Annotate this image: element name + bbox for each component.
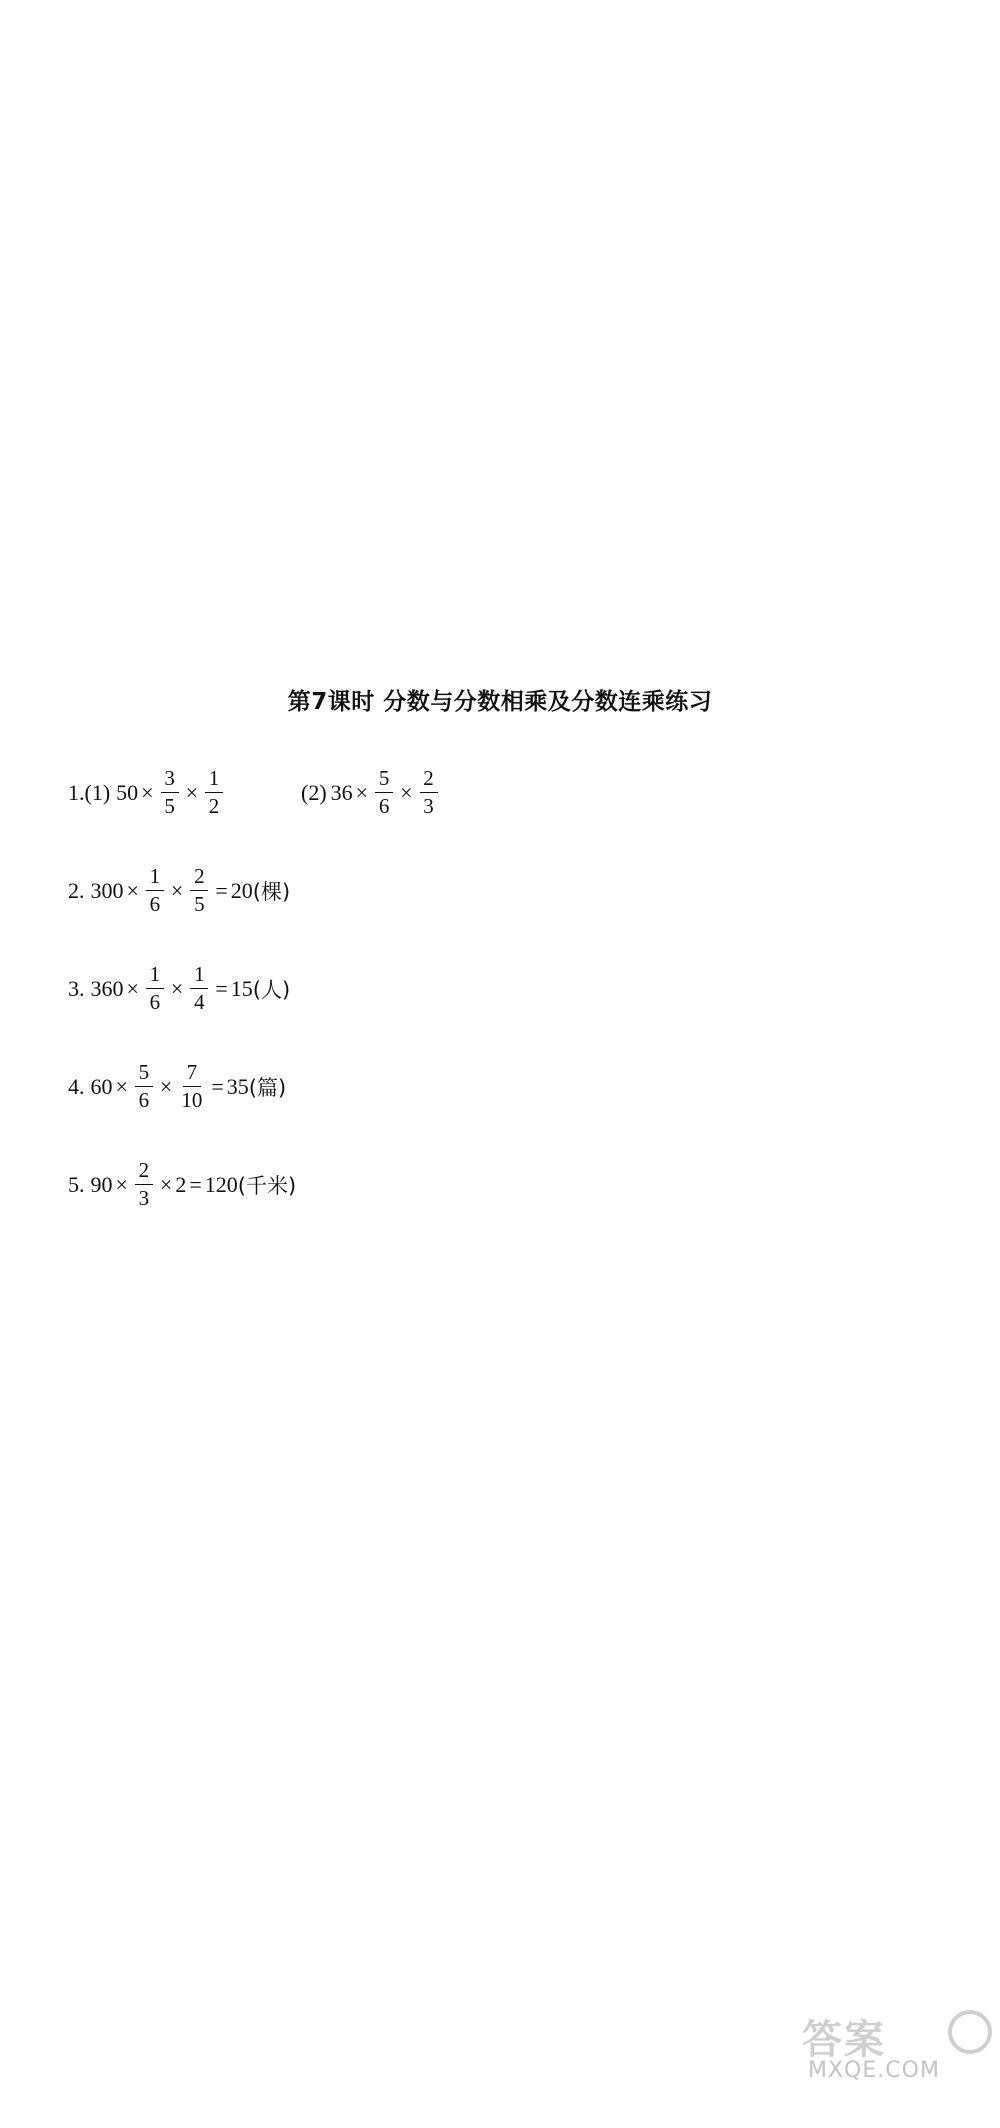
denominator: 10 bbox=[181, 1088, 203, 1112]
base-number: 300 bbox=[90, 877, 124, 903]
times-sign: × bbox=[159, 1171, 173, 1197]
watermark-site: MXQE.COM bbox=[808, 2058, 940, 2083]
fraction bbox=[190, 964, 208, 1013]
fraction bbox=[179, 1062, 204, 1111]
base-number: 36 bbox=[330, 779, 353, 805]
denominator: 6 bbox=[149, 892, 161, 916]
numerator: 7 bbox=[183, 1062, 201, 1087]
fraction bbox=[161, 768, 179, 817]
denominator: 4 bbox=[194, 990, 205, 1014]
fraction bbox=[146, 866, 164, 915]
fraction bbox=[190, 866, 208, 915]
base-number: 90 bbox=[90, 1171, 113, 1197]
times-sign: × bbox=[170, 975, 184, 1001]
denominator: 3 bbox=[423, 794, 434, 818]
base-number: 60 bbox=[90, 1073, 113, 1099]
numerator: 2 bbox=[420, 768, 438, 793]
exercise-number: 5. bbox=[68, 1171, 85, 1197]
exercise-number: 4. bbox=[68, 1073, 85, 1099]
equals-sign: = bbox=[211, 1073, 224, 1099]
fraction bbox=[420, 768, 438, 817]
numerator: 1 bbox=[146, 964, 164, 989]
base-number: 360 bbox=[90, 975, 124, 1001]
numerator: 5 bbox=[375, 768, 393, 793]
exercise-number: 1.(1) bbox=[68, 779, 111, 805]
base-number: 50 bbox=[116, 779, 139, 805]
multiplier: 2 bbox=[175, 1171, 187, 1197]
times-sign: × bbox=[126, 877, 139, 903]
result-unit: (篇) bbox=[248, 1075, 287, 1100]
numerator: 1 bbox=[146, 866, 164, 891]
exercise-1 bbox=[68, 768, 442, 817]
watermark-logo-text: 答案 bbox=[802, 2017, 886, 2063]
denominator: 5 bbox=[194, 892, 205, 916]
sub-exercise-number: (2) bbox=[301, 779, 327, 805]
fraction bbox=[205, 768, 223, 817]
denominator: 3 bbox=[138, 1186, 150, 1210]
exercise-5 bbox=[68, 1160, 296, 1209]
times-sign: × bbox=[115, 1171, 128, 1197]
numerator: 2 bbox=[135, 1160, 153, 1185]
result-value: 20 bbox=[230, 877, 253, 903]
times-sign: × bbox=[141, 779, 154, 805]
times-sign: × bbox=[185, 779, 198, 805]
result-value: 120 bbox=[204, 1171, 238, 1197]
watermark-circle-icon bbox=[948, 2010, 992, 2054]
denominator: 6 bbox=[138, 1088, 150, 1112]
times-sign: × bbox=[400, 779, 413, 805]
exercise-number: 3. bbox=[68, 975, 85, 1001]
result-unit: (棵) bbox=[252, 879, 291, 904]
numerator: 1 bbox=[205, 768, 223, 793]
numerator: 5 bbox=[135, 1062, 153, 1087]
exercise-4 bbox=[68, 1062, 286, 1111]
times-sign: × bbox=[170, 877, 184, 903]
exercise-3 bbox=[68, 964, 290, 1013]
times-sign: × bbox=[159, 1073, 173, 1099]
fraction bbox=[146, 964, 164, 1013]
result-unit: (人) bbox=[252, 977, 291, 1002]
numerator: 3 bbox=[161, 768, 179, 793]
result-unit: (千米) bbox=[237, 1173, 297, 1198]
equals-sign: = bbox=[189, 1171, 202, 1197]
denominator: 5 bbox=[164, 794, 175, 818]
exercise-number: 2. bbox=[68, 877, 85, 903]
denominator: 6 bbox=[149, 990, 161, 1014]
denominator: 6 bbox=[378, 794, 390, 818]
numerator: 1 bbox=[190, 964, 208, 989]
times-sign: × bbox=[355, 779, 369, 805]
times-sign: × bbox=[115, 1073, 128, 1099]
numerator: 2 bbox=[190, 866, 208, 891]
equals-sign: = bbox=[215, 975, 228, 1001]
fraction bbox=[375, 768, 393, 817]
result-value: 15 bbox=[230, 975, 253, 1001]
fraction bbox=[135, 1160, 153, 1209]
exercise-2 bbox=[68, 866, 290, 915]
denominator: 2 bbox=[208, 794, 220, 818]
watermark bbox=[802, 2008, 992, 2088]
fraction bbox=[135, 1062, 153, 1111]
page-title: 第7课时 分数与分数相乘及分数连乘练习 bbox=[287, 689, 713, 715]
equals-sign: = bbox=[215, 877, 228, 903]
times-sign: × bbox=[126, 975, 139, 1001]
result-value: 35 bbox=[226, 1073, 249, 1099]
